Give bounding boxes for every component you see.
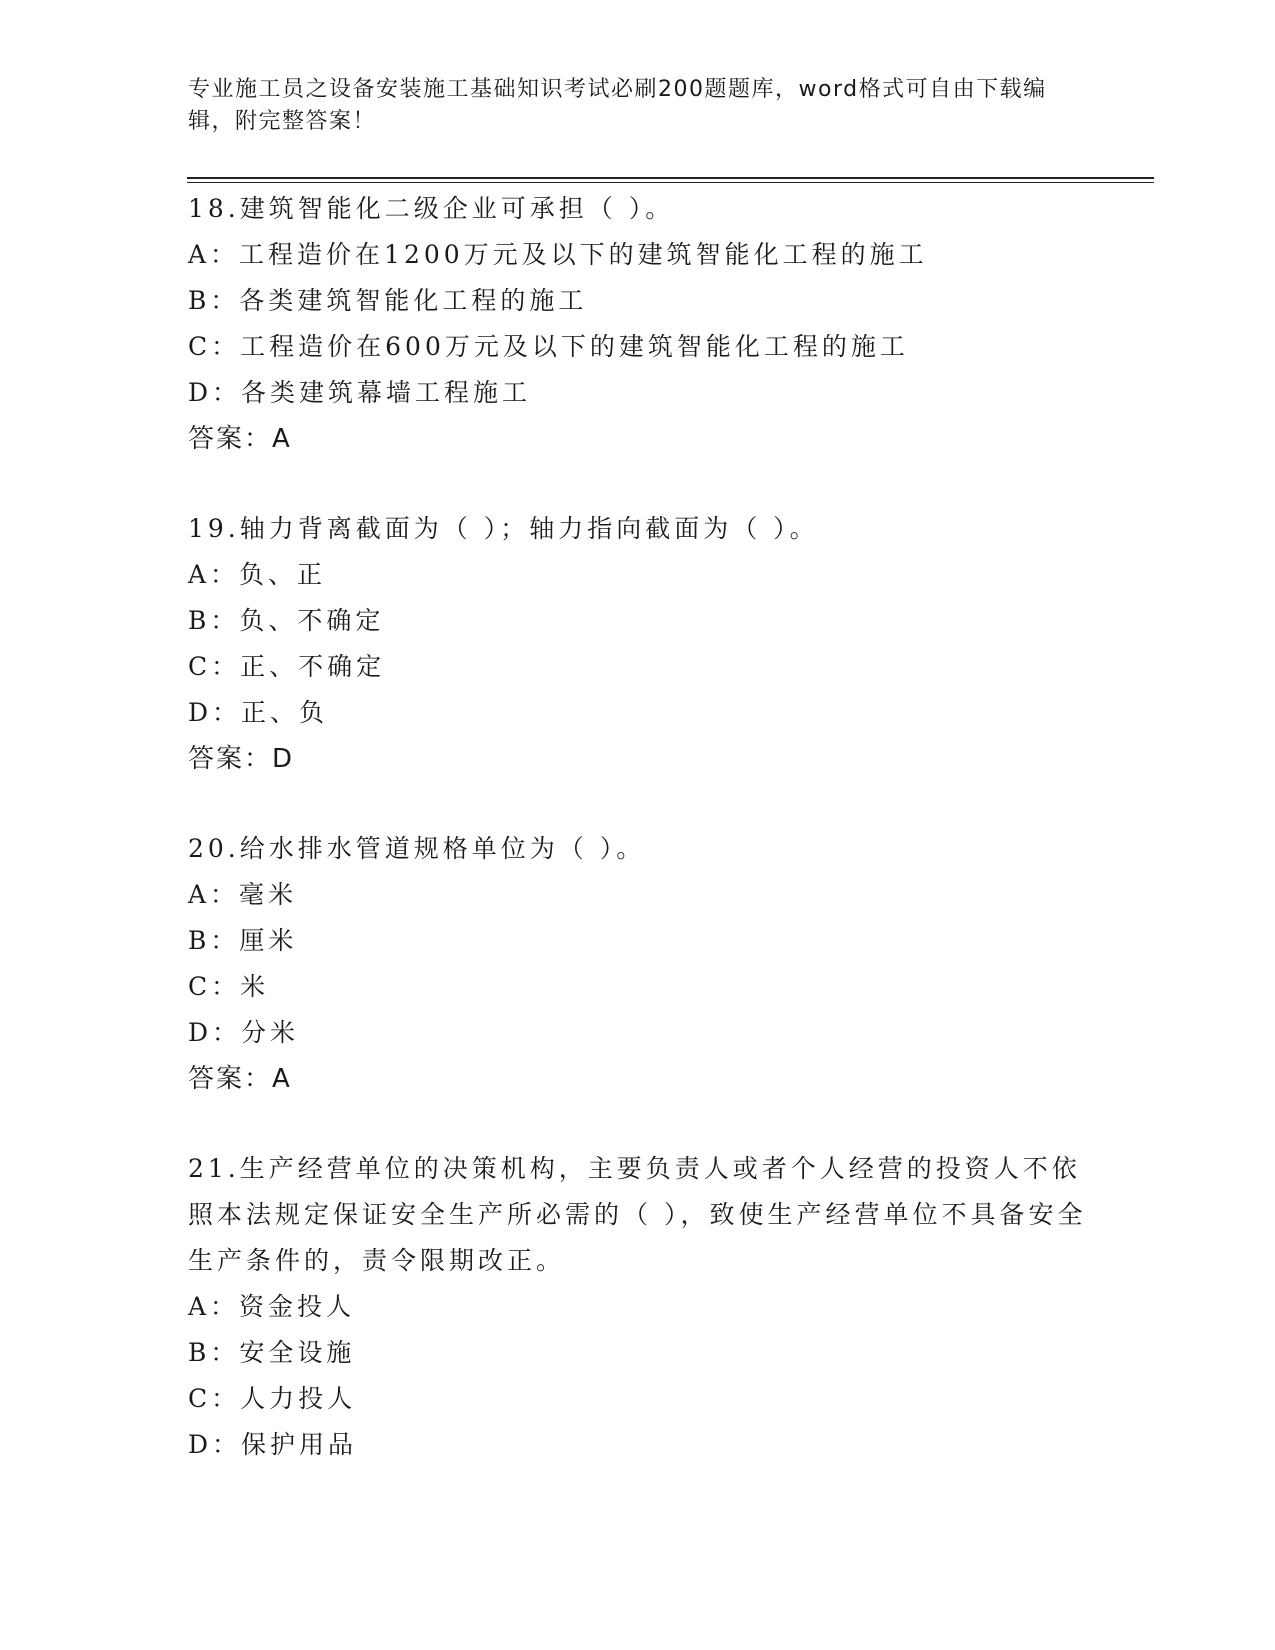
question-18 xyxy=(188,186,1088,462)
option-b: B：负、不确定 xyxy=(188,606,385,635)
option-b: B：各类建筑智能化工程的施工 xyxy=(188,286,588,315)
question-stem: 21.生产经营单位的决策机构，主要负责人或者个人经营的投资人不依照本法规定保证安全生产所必需的（ ），致使生产经营单位不具备安全生产条件的，责令限期改正。 xyxy=(188,1154,1087,1275)
option-c: C：人力投人 xyxy=(188,1384,357,1413)
option-a: A：资金投人 xyxy=(188,1292,356,1321)
question-stem: 18.建筑智能化二级企业可承担（ ）。 xyxy=(188,194,675,223)
option-c: C：工程造价在600万元及以下的建筑智能化工程的施工 xyxy=(188,332,909,361)
option-b: B：安全设施 xyxy=(188,1338,356,1367)
question-21 xyxy=(188,1146,1088,1468)
header-divider-thin xyxy=(187,182,1154,183)
answer: 答案：A xyxy=(188,1064,292,1094)
spacer xyxy=(188,462,1088,506)
option-c: C：正、不确定 xyxy=(188,652,386,681)
spacer xyxy=(188,782,1088,826)
option-c: C：米 xyxy=(188,972,270,1001)
spacer xyxy=(188,1102,1088,1146)
question-20 xyxy=(188,826,1088,1102)
option-a: A：毫米 xyxy=(188,880,298,909)
option-d: D：分米 xyxy=(188,1018,300,1047)
answer: 答案：A xyxy=(188,424,292,454)
answer: 答案：D xyxy=(188,744,295,774)
option-d: D：保护用品 xyxy=(188,1430,358,1459)
document-header: 专业施工员之设备安装施工基础知识考试必刷200题题库，word格式可自由下载编辑，附完整答案！ xyxy=(188,77,1047,134)
option-d: D：正、负 xyxy=(188,698,329,727)
question-stem: 19.轴力背离截面为（ ）；轴力指向截面为（ ）。 xyxy=(188,514,819,543)
question-19 xyxy=(188,506,1088,782)
option-a: A：工程造价在1200万元及以下的建筑智能化工程的施工 xyxy=(188,240,928,269)
option-d: D：各类建筑幕墙工程施工 xyxy=(188,378,532,407)
option-b: B：厘米 xyxy=(188,926,298,955)
question-stem: 20.给水排水管道规格单位为（ ）。 xyxy=(188,834,646,863)
header-divider-thick xyxy=(187,177,1154,179)
question-list xyxy=(188,186,1088,1468)
option-a: A：负、正 xyxy=(188,560,327,589)
